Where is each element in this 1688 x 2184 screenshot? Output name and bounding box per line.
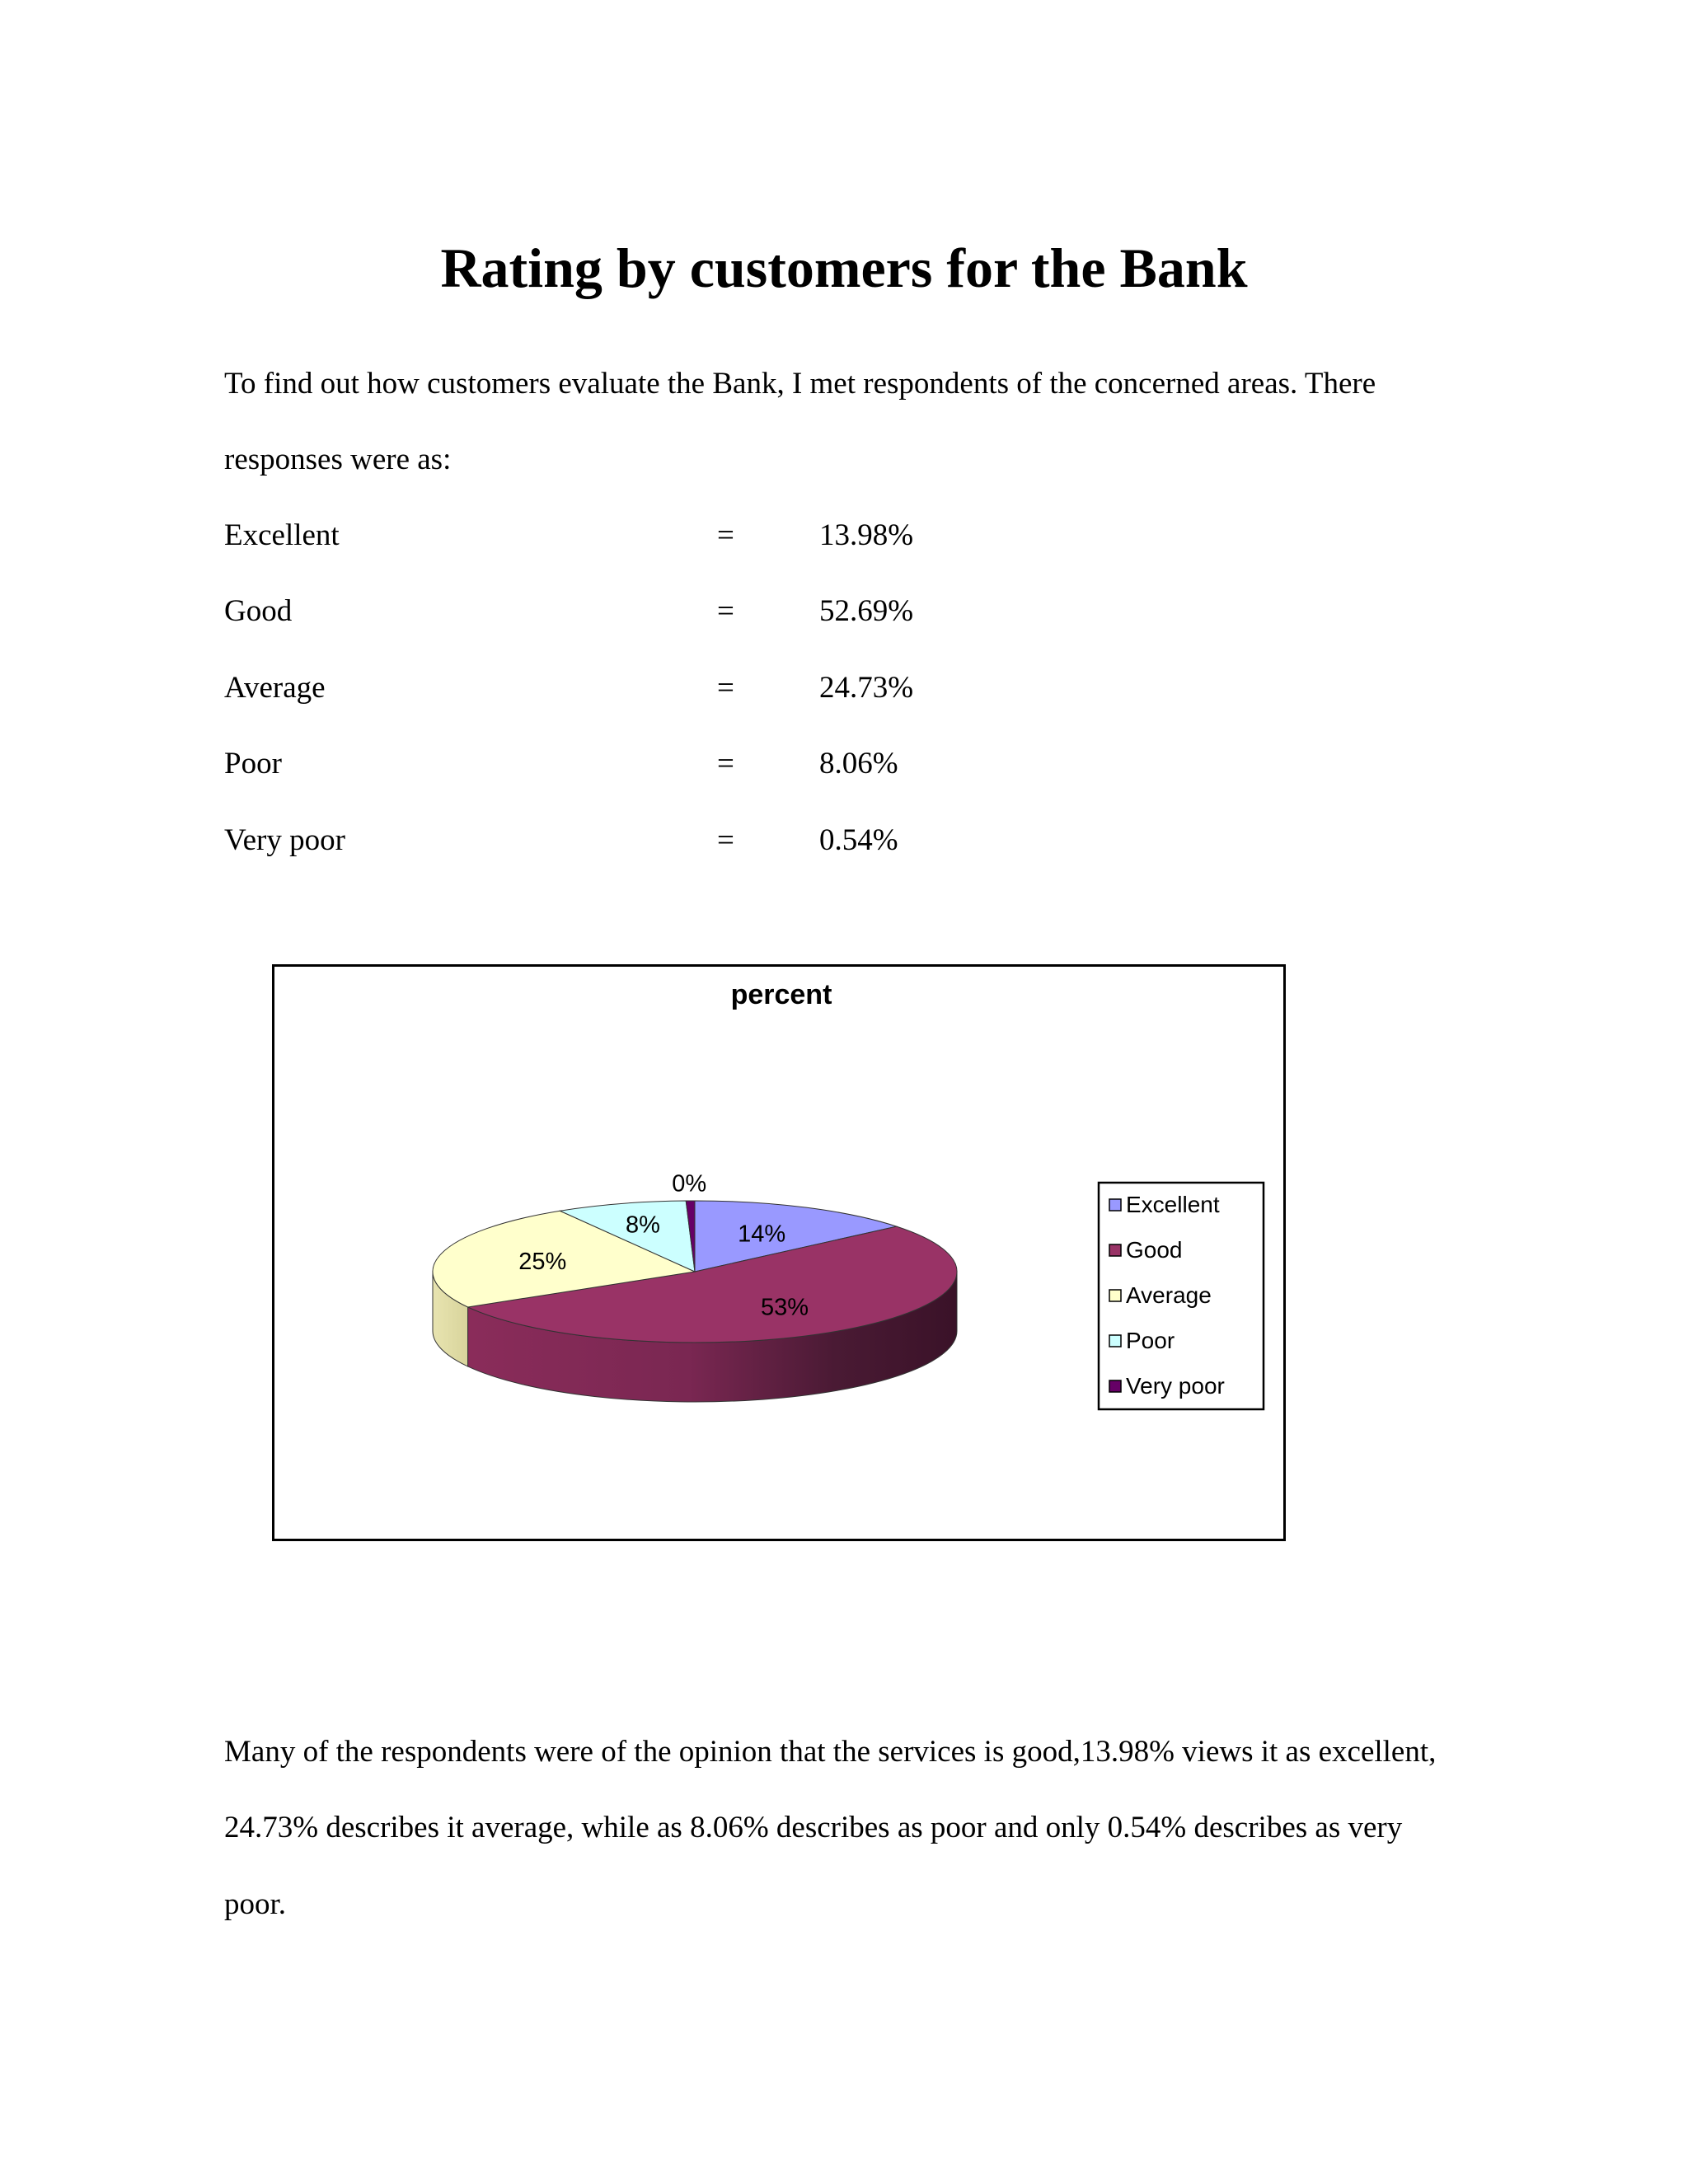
rating-label: Good	[224, 594, 293, 628]
conclusion-paragraph-line-3: poor.	[224, 1887, 287, 1921]
data-label-good: 53%	[760, 1294, 809, 1321]
data-label-excellent: 14%	[738, 1221, 786, 1248]
legend-label-average: Average	[1126, 1282, 1212, 1308]
chart-legend	[1099, 1183, 1264, 1409]
data-label-very-poor: 0%	[672, 1170, 707, 1197]
legend-swatch-average	[1109, 1290, 1121, 1301]
equals-sign: =	[717, 518, 734, 552]
rating-row-very-poor	[0, 823, 1688, 859]
rating-value: 0.54%	[819, 823, 898, 857]
rating-value: 13.98%	[819, 518, 914, 552]
legend-label-very-poor: Very poor	[1126, 1373, 1225, 1399]
rating-value: 52.69%	[819, 594, 914, 628]
pie-group	[433, 1171, 957, 1402]
legend-swatch-poor	[1109, 1335, 1121, 1347]
page-title: Rating by customers for the Bank	[440, 237, 1248, 299]
legend-swatch-excellent	[1109, 1199, 1121, 1211]
intro-paragraph-line-2: responses were as:	[224, 443, 452, 476]
data-label-average: 25%	[518, 1249, 567, 1276]
legend-label-excellent: Excellent	[1126, 1192, 1220, 1217]
rating-value: 24.73%	[819, 671, 914, 705]
rating-value: 8.06%	[819, 747, 898, 780]
rating-row-good	[0, 593, 1688, 630]
rating-label: Very poor	[224, 823, 345, 857]
rating-row-poor	[0, 746, 1688, 782]
conclusion-paragraph-line-2: 24.73% describes it average, while as 8.06% describes as poor and only 0.54% describes as very	[224, 1811, 1403, 1844]
rating-row-excellent	[0, 518, 1688, 554]
equals-sign: =	[717, 747, 734, 780]
rating-label: Average	[224, 671, 326, 705]
rating-label: Excellent	[224, 518, 340, 552]
legend-swatch-very-poor	[1109, 1380, 1121, 1392]
equals-sign: =	[717, 671, 734, 705]
legend-label-good: Good	[1126, 1237, 1183, 1263]
intro-paragraph-line-1: To find out how customers evaluate the Bank, I met respondents of the concerned areas. There	[224, 367, 1376, 401]
data-label-poor: 8%	[625, 1212, 660, 1239]
legend-label-poor: Poor	[1126, 1328, 1175, 1353]
pie-chart-canvas	[274, 967, 1283, 1539]
rating-row-average	[0, 670, 1688, 706]
equals-sign: =	[717, 823, 734, 857]
chart-title: percent	[730, 979, 832, 1010]
pie-chart	[272, 964, 1286, 1541]
legend-swatch-good	[1109, 1244, 1121, 1256]
conclusion-paragraph-line-1: Many of the respondents were of the opinion that the services is good,13.98% views it as excellent,	[224, 1735, 1437, 1769]
rating-label: Poor	[224, 747, 282, 780]
equals-sign: =	[717, 594, 734, 628]
